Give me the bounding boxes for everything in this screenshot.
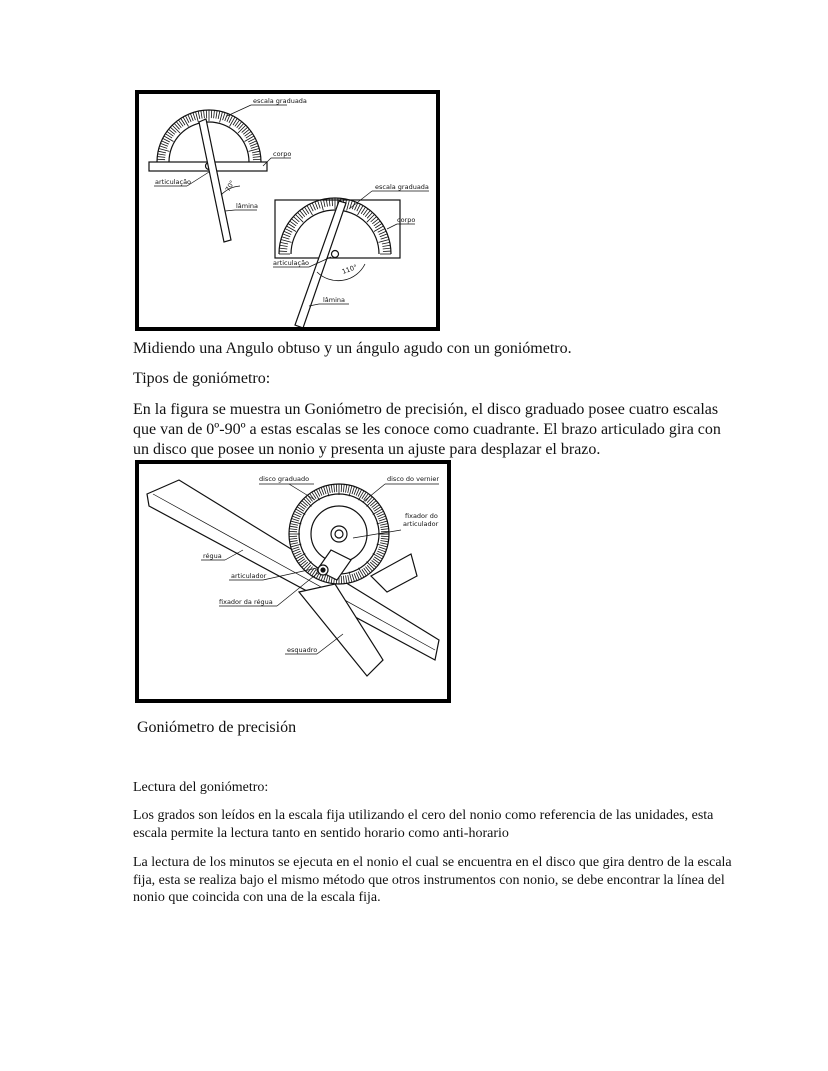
scale-tick [160, 143, 167, 146]
label-articulador: articulador [231, 572, 267, 580]
scale-tick [280, 245, 288, 246]
scale-tick [279, 248, 287, 249]
scale-tick [252, 151, 260, 153]
scale-tick [158, 154, 166, 155]
scale-tick [225, 113, 228, 120]
scale-tick [164, 136, 174, 142]
label-escala-graduada-2: escala graduada [375, 183, 429, 191]
paragraph-degrees-reading: Los grados son leídos en la escala fija utilizando el cero del nonio como referencia de las unidades, esta escala permite la lectura tanto en sentido horario como anti-horario [133, 808, 714, 841]
scale-tick [382, 245, 390, 246]
scale-tick [157, 157, 165, 158]
label-articulador-fixer: articulador [403, 520, 439, 528]
scale-tick [251, 146, 259, 148]
paragraph-precision-goniometer: En la figura se muestra un Goniómetro de precisión, el disco graduado posee cuatro escalas que van de 0º-90º a estas escalas se les conoce como cuadrante. El brazo articulado gira con un disco que posee un nonio y presenta un ajuste para desplazar el brazo. [133, 401, 721, 458]
scale-tick [295, 214, 303, 222]
scale-tick [204, 110, 205, 118]
label-articulacao-1: articulação [155, 178, 192, 186]
precision-goniometer-illustration [139, 464, 447, 699]
label-corpo-1: corpo [273, 150, 292, 158]
scale-tick [287, 226, 297, 232]
scale-tick [214, 110, 215, 118]
caption-precision-goniometer: Goniómetro de precisión [137, 719, 297, 736]
label-lamina-1: lâmina [236, 202, 259, 210]
label-esquadro: esquadro [287, 646, 318, 654]
scale-tick [160, 146, 168, 148]
scale-tick [378, 240, 389, 243]
label-disco-do-vernier: disco do vernier [387, 475, 440, 483]
scale-tick [172, 125, 180, 133]
scale-tick [307, 206, 313, 216]
scale-tick [282, 237, 290, 239]
caption-angles: Midiendo una Angulo obtuso y un ángulo agudo con un goniómetro. [133, 340, 572, 357]
scale-tick [374, 226, 384, 232]
scale-tick [383, 248, 391, 249]
scale-tick [249, 149, 260, 152]
label-articulacao-2: articulação [273, 259, 310, 267]
scale-tick [201, 111, 202, 119]
goniometer-angles-illustration [139, 94, 436, 327]
label-escala-graduada-1: escala graduada [253, 97, 307, 105]
scale-tick [183, 117, 189, 127]
scale-tick [159, 149, 170, 152]
label-disco-graduado: disco graduado [259, 475, 310, 483]
scale-tick [280, 242, 288, 244]
bottom-leader-lines [273, 191, 429, 306]
scale-tick [220, 112, 223, 123]
paragraph-minutes-reading: La lectura de los minutos se ejecuta en el nonio el cual se encuentra en el disco que gira dentro de la escala fija, esta se realiza bajo el mismo método que otros instrumentos con nonio, se debe encontrar la línea del nonio que coincida con una de la escala fija. [133, 855, 732, 905]
scale-tick [281, 240, 292, 243]
scale-tick [218, 111, 220, 119]
scale-tick [379, 231, 386, 234]
top-protractor [149, 110, 267, 242]
label-lamina-2: lâmina [323, 296, 346, 304]
figure-goniometer-angles [135, 90, 440, 331]
figure-precision-goniometer [135, 460, 451, 703]
label-regua: régua [203, 552, 222, 560]
scale-tick [196, 112, 199, 123]
heading-goniometer-types: Tipos de goniómetro: [133, 370, 271, 387]
scale-tick [198, 111, 200, 119]
scale-tick [284, 231, 291, 234]
label-angle-70: 70° [223, 179, 237, 193]
scale-tick [380, 234, 387, 237]
scale-tick [250, 143, 257, 146]
scale-tick [158, 151, 166, 153]
scale-tick [381, 237, 389, 239]
scale-tick [321, 200, 324, 211]
scale-tick [216, 111, 217, 119]
scale-tick [193, 113, 195, 121]
scale-tick [283, 234, 290, 237]
label-fixador-da-regua: fixador da régua [219, 598, 273, 606]
top-leader-lines [154, 105, 291, 211]
scale-tick [238, 125, 246, 133]
scale-tick [253, 157, 261, 158]
scale-tick [382, 242, 390, 244]
scale-tick [245, 136, 255, 142]
label-fixador-do: fixador do [405, 512, 438, 520]
scale-tick [190, 113, 193, 120]
label-angle-110: 110° [340, 263, 359, 276]
scale-tick [318, 201, 320, 209]
scale-tick [223, 113, 225, 121]
scale-tick [358, 206, 364, 216]
scale-tick [230, 117, 236, 127]
heading-goniometer-reading: Lectura del goniómetro: [133, 780, 269, 795]
scale-tick [312, 203, 315, 210]
scale-tick [252, 154, 260, 155]
scale-tick [367, 214, 375, 222]
scale-tick [315, 202, 318, 209]
label-corpo-2: corpo [397, 216, 416, 224]
